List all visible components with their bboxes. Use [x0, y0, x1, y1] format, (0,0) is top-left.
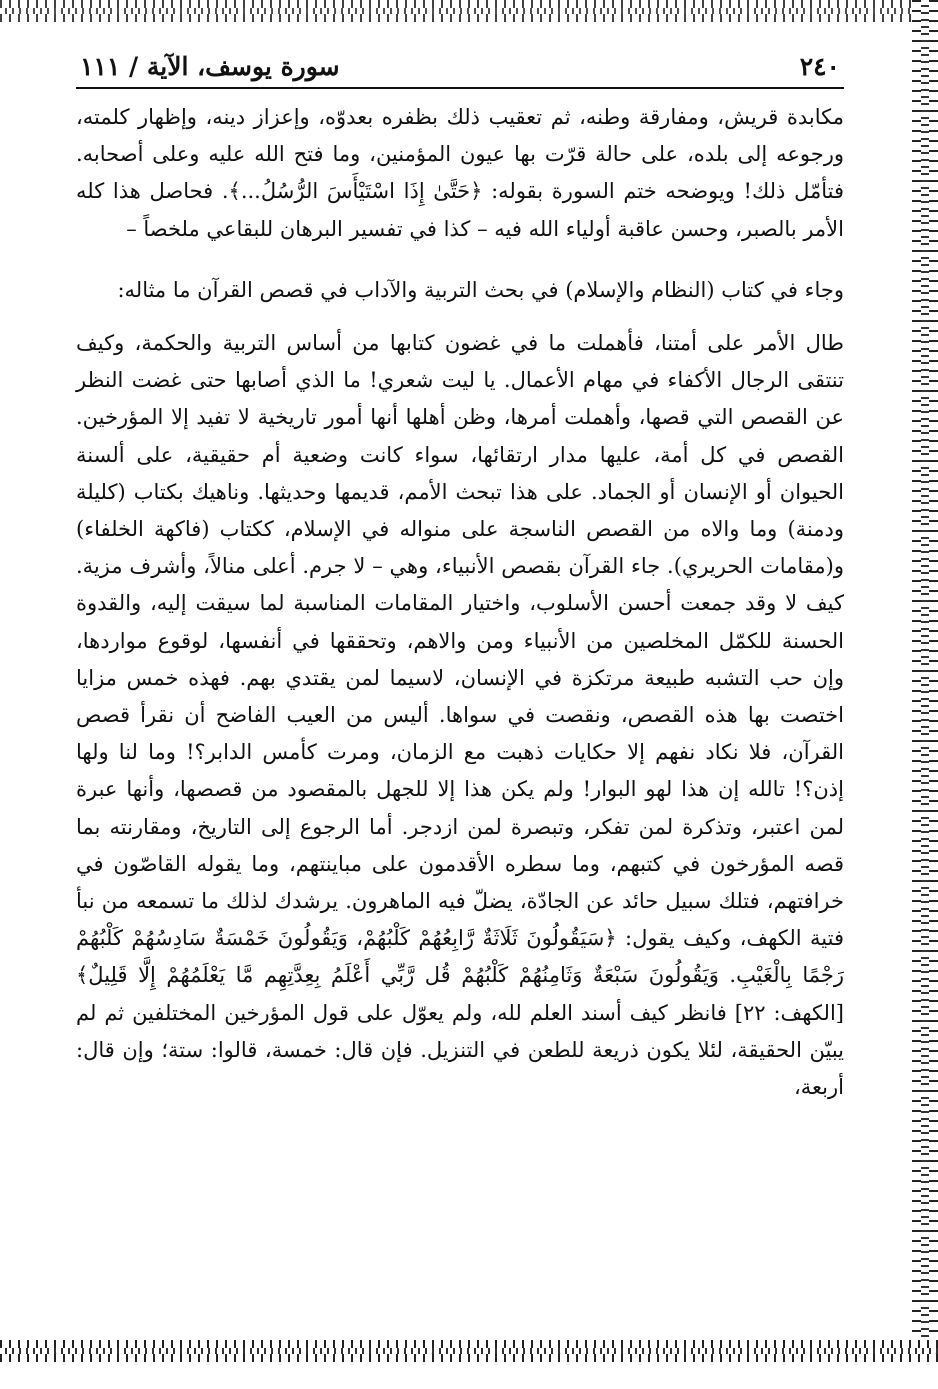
page-header — [76, 52, 844, 87]
paragraph-gap — [76, 248, 844, 264]
paragraph-3: طال الأمر على أمتنا، فأهملت ما في غضون كتابها من أساس التربية والحكمة، وكيف تنتقى الرجال الأكفاء في مهام الأعمال. يا ليت شعري! ما الذي أصابها حتى غضت النظر عن القصص التي قصها، وأهملت أمرها، وظن أهلها أنها أمور تاريخية لا تفيد إلا المؤرخين. القصص في كل أمة، عليها مدار ارتقائها، سواء كانت وضعية أم حقيقية، على ألسنة الحيوان أو الإنسان أو الجماد. على هذا تبحث الأمم، قديمها وحديثها. وناهيك بكتاب (كليلة ودمنة) وما والاه من القصص الناسجة على منواله في الإسلام، ككتاب (فاكهة الخلفاء) و(مقامات الحريري). جاء القرآن بقصص الأنبياء، وهي – لا جرم. أعلى منالاً، وأشرف مزية. كيف لا وقد جمعت أحسن الأسلوب، واختيار المقامات المناسبة لما سيقت إليه، والقدوة الحسنة للكمّل المخلصين من الأنبياء ومن والاهم، وتحققها في أنفسها، لوقوع مواردها، وإن حب التشبه طبيعة مرتكزة في الإنسان، لاسيما لمن يقتدي بهم. فهذه خمس مزايا اختصت بها هذه القصص، ونقصت في سواها. أليس من العيب الفاضح أن نقرأ قصص القرآن، فلا نكاد نفهم إلا حكايات ذهبت مع الزمان، ومرت كأمس الدابر؟! وما لنا ولها إذن؟! تالله إن هذا لهو البوار! ولم يكن هذا إلا للجهل بالمقصود من قصصها، وأنها عبرة لمن اعتبر، وتذكرة لمن تفكر، وتبصرة لمن ازدجر. أما الرجوع إلى التاريخ، ومقارنته بما قصه المؤرخون في كتبهم، وما سطره الأقدمون على مباينتهم، وما يقوله القاصّون في خرافتهم، فتلك سبيل حائد عن الجادّة، يضلّ فيه الماهرون. يرشدك لذلك ما تسمعه من نبأ فتية الكهف، وكيف يقول: ﴿سَيَقُولُونَ ثَلَاثَةٌ رَّابِعُهُمْ كَلْبُهُمْ، وَيَقُولُونَ خَمْسَةٌ سَادِسُهُمْ كَلْبُهُمْ رَجْمًا بِالْغَيْبِ. وَيَقُولُونَ سَبْعَةٌ وَثَامِنُهُمْ كَلْبُهُمْ قُل رَّبِّي أَعْلَمُ بِعِدَّتِهِم مَّا يَعْلَمُهُمْ إِلَّا قَلِيلٌ﴾ [الكهف: ٢٢] فانظر كيف أسند العلم لله، ولم يعوّل على قول المؤرخين المختلفين ثم لم يبيّن الحقيقة، لئلا يكون ذريعة للطعن في التنزيل. فإن قال: خمسة، قالوا: ستة؛ وإن قال: أربعة، — [76, 331, 845, 1100]
header-rule — [76, 87, 844, 89]
paragraph-1: مكابدة قريش، ومفارقة وطنه، ثم تعقيب ذلك بظفره بعدوّه، وإعزاز دينه، وإظهار كلمته، ورجوعه إلى بلده، على حالة قرّت بها عيون المؤمنين، وما فتح الله عليه وعلى أصحابه. فتأمّل ذلك! ويوضحه ختم السورة بقوله: ﴿حَتَّىٰ إِذَا اسْتَيْأَسَ الرُّسُلُ...﴾. فحاصل هذا كله الأمر بالصبر، وحسن عاقبة أولياء الله فيه – كذا في تفسير البرهان للبقاعي ملخصاً – — [76, 105, 844, 241]
running-title: سورة يوسف، الآية / ١١١ — [80, 52, 340, 81]
page-border-right — [912, 0, 938, 1350]
page-border-bottom — [0, 1340, 938, 1362]
paragraph-gap — [76, 309, 844, 325]
page-number: ٢٤٠ — [799, 52, 840, 81]
book-page — [76, 52, 844, 1106]
paragraph-2: وجاء في كتاب (النظام والإسلام) في بحث التربية والآداب في قصص القرآن ما مثاله: — [117, 277, 844, 302]
page-border-top — [0, 0, 938, 22]
